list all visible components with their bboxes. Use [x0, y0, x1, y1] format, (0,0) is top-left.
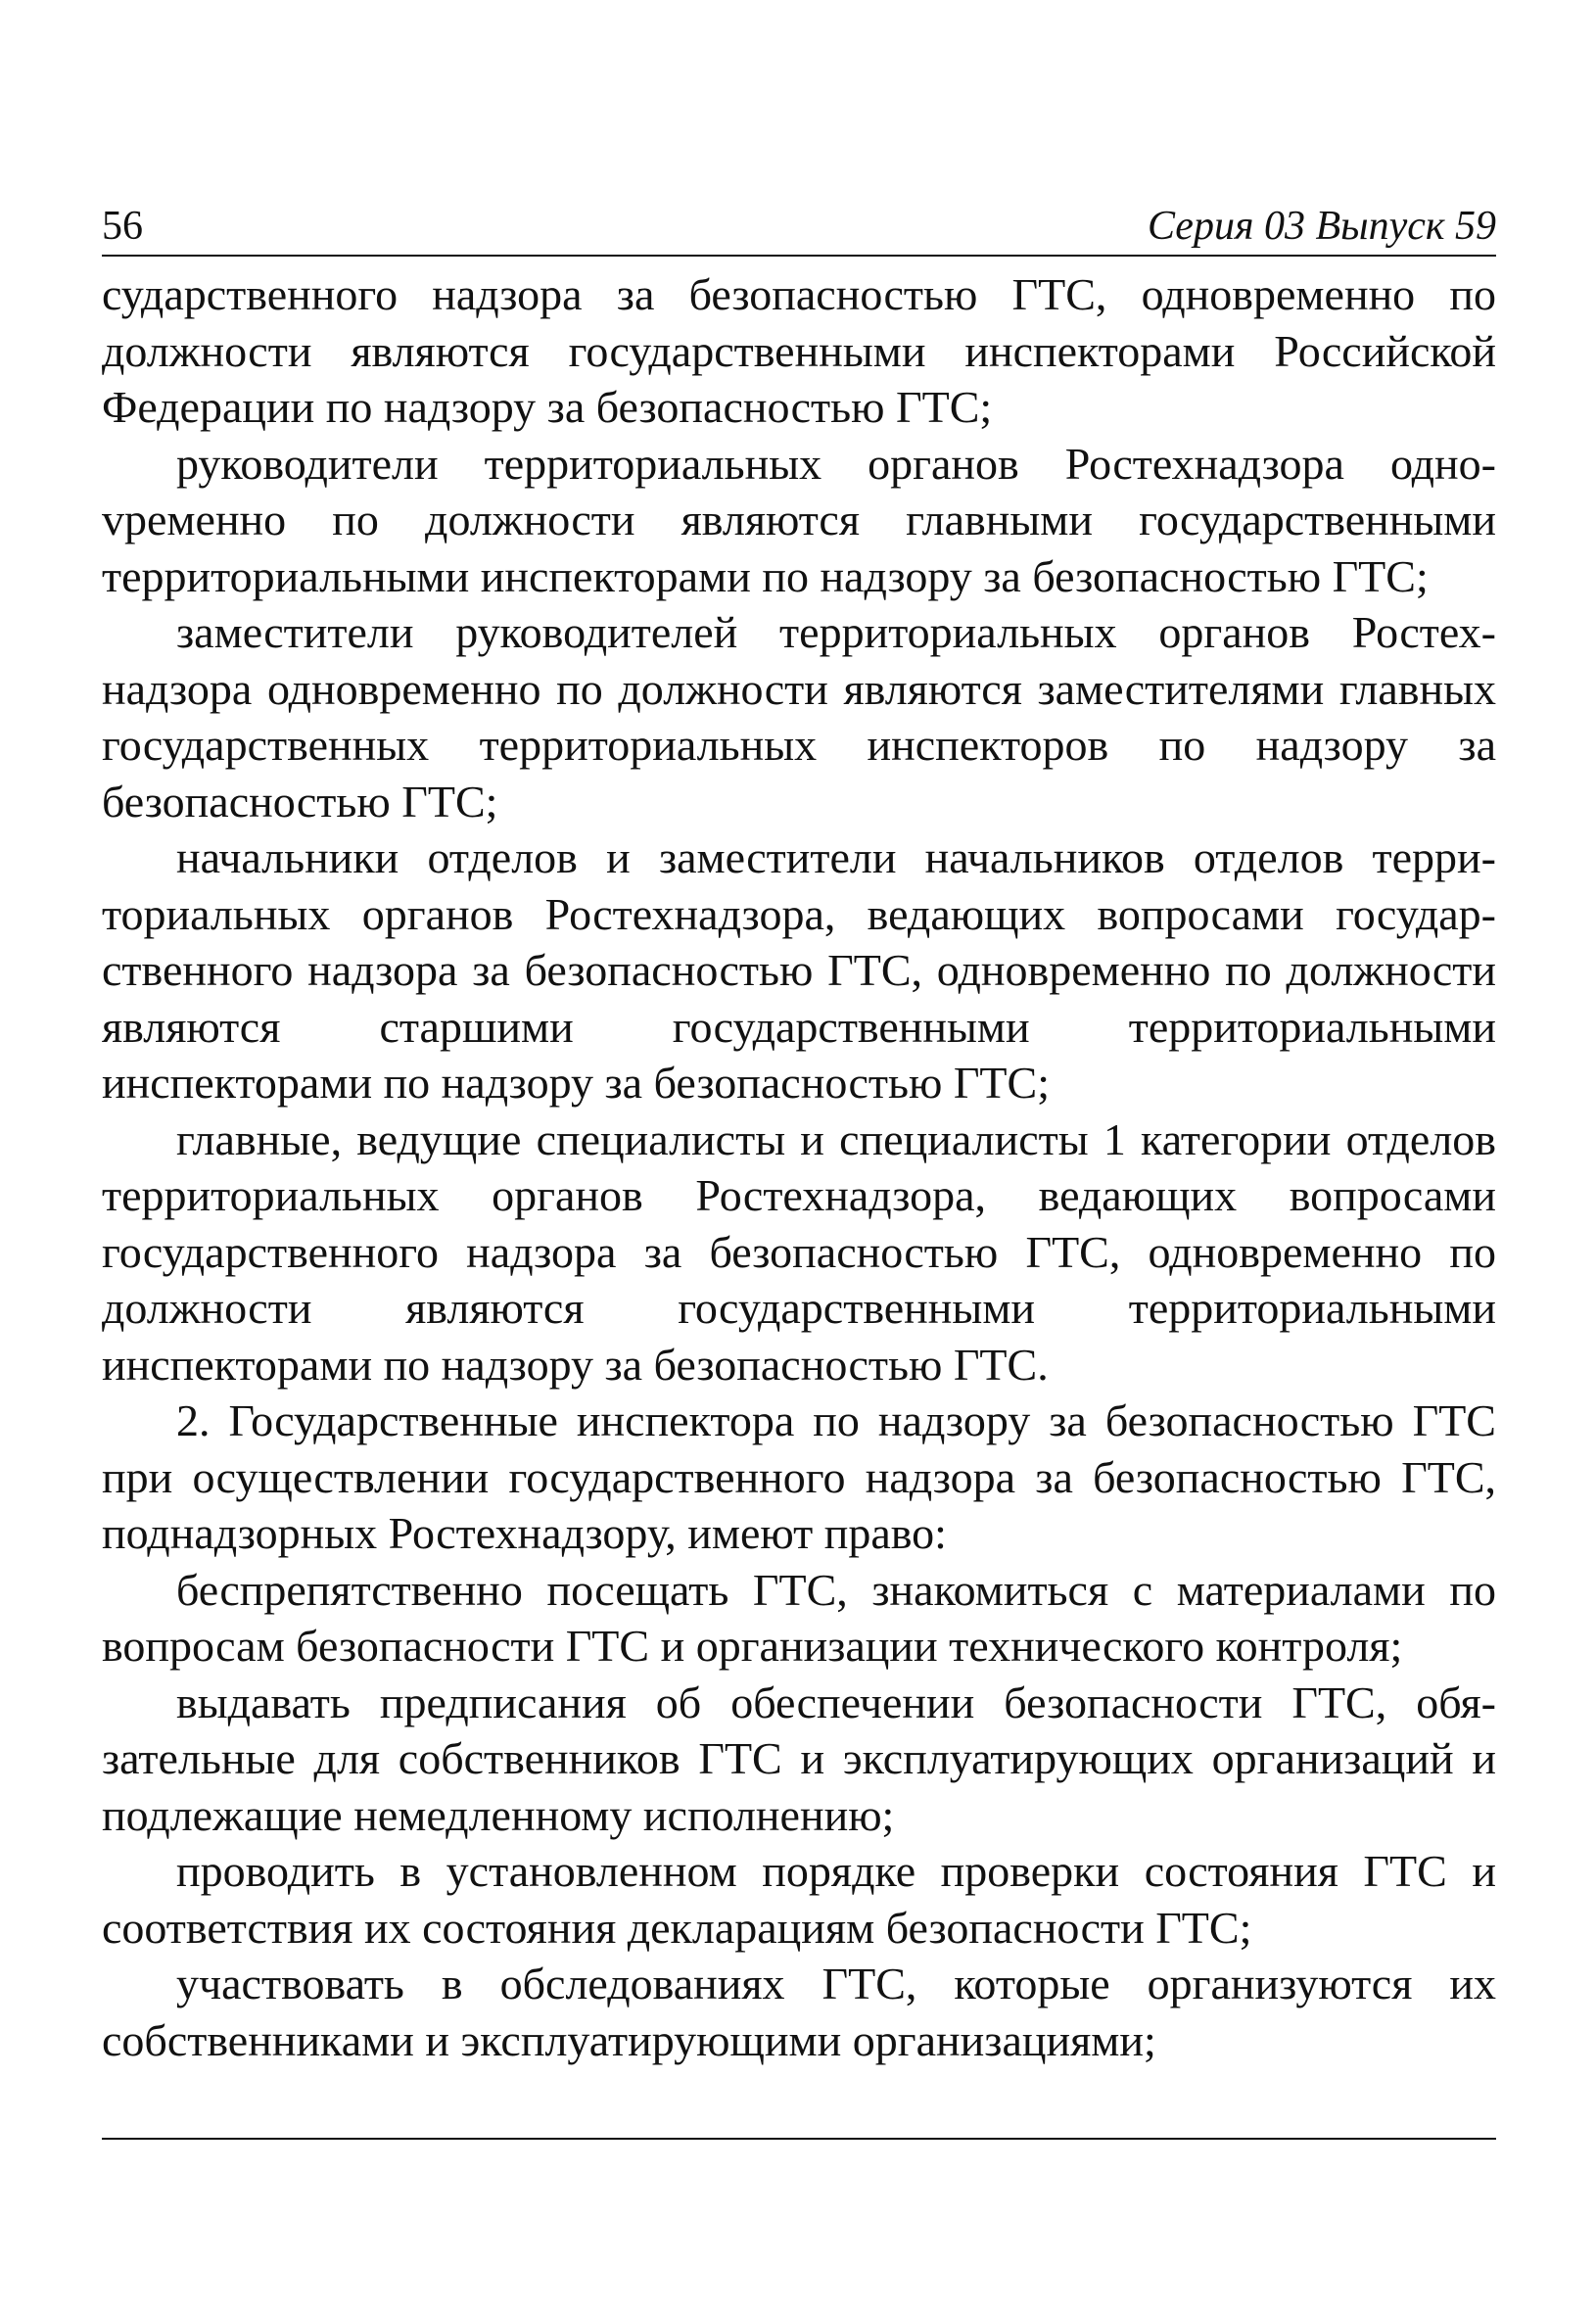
paragraph: выдавать предписания об обеспечении безопасности ГТС, обязательные для собственников ГТС и эксплуатирующих организаций и подлежащие немедленному исполнению; [102, 1676, 1496, 1840]
paragraph: руководители территориальных органов Ростехнадзора одноvременно по должности являются главными государственными территориальными инспекторами по надзору за безопасностью ГТС; [102, 438, 1496, 601]
running-head: Серия 03 Выпуск 59 [1148, 204, 1496, 249]
page-header [102, 196, 1496, 251]
page-number: 56 [102, 204, 143, 249]
paragraph: заместители руководителей территориальных органов Ростехнадзора одновременно по должности являются заместителями главных государственных территориальных инспекторов по надзору за безопасностью ГТС; [102, 607, 1496, 826]
paragraph: 2. Государственные инспектора по надзору за безопасностью ГТС при осуществлении государственного надзора за безопасностью ГТС, поднадзорных Ростехнадзору, имеют право: [102, 1395, 1496, 1558]
paragraph: проводить в установленном порядке проверки состояния ГТС и соответствия их состояния декларациям безопасности ГТС; [102, 1846, 1496, 1953]
header-rule [102, 255, 1496, 257]
paragraph: сударственного надзора за безопасностью ГТС, одновременно по должности являются государственными инспекторами Российской Федерации по надзору за безопасностью ГТС; [102, 269, 1496, 432]
body-text [102, 266, 1496, 2068]
paragraph: начальники отделов и заместители начальников отделов территориальных органов Ростехнадзора, ведающих вопросами государственного надзора за безопасностью ГТС, одновременно по должности являются старшими государственными территориальными инспекторами по надзору за безопасностью ГТС; [102, 832, 1496, 1108]
footer-rule [102, 2138, 1496, 2140]
paragraph: участвовать в обследованиях ГТС, которые организуются их собственниками и эксплуатирующими организациями; [102, 1959, 1496, 2065]
paragraph: главные, ведущие специалисты и специалисты 1 категории отделов территориальных органов Ростехнадзора, ведающих вопросами государственного надзора за безопасностью ГТС, одновременно по должности являются государственными территориальными инспекторами по надзору за безопасностью ГТС. [102, 1113, 1496, 1390]
paragraph: беспрепятственно посещать ГТС, знакомиться с материалами по вопросам безопасности ГТС и организации технического контроля; [102, 1564, 1496, 1671]
